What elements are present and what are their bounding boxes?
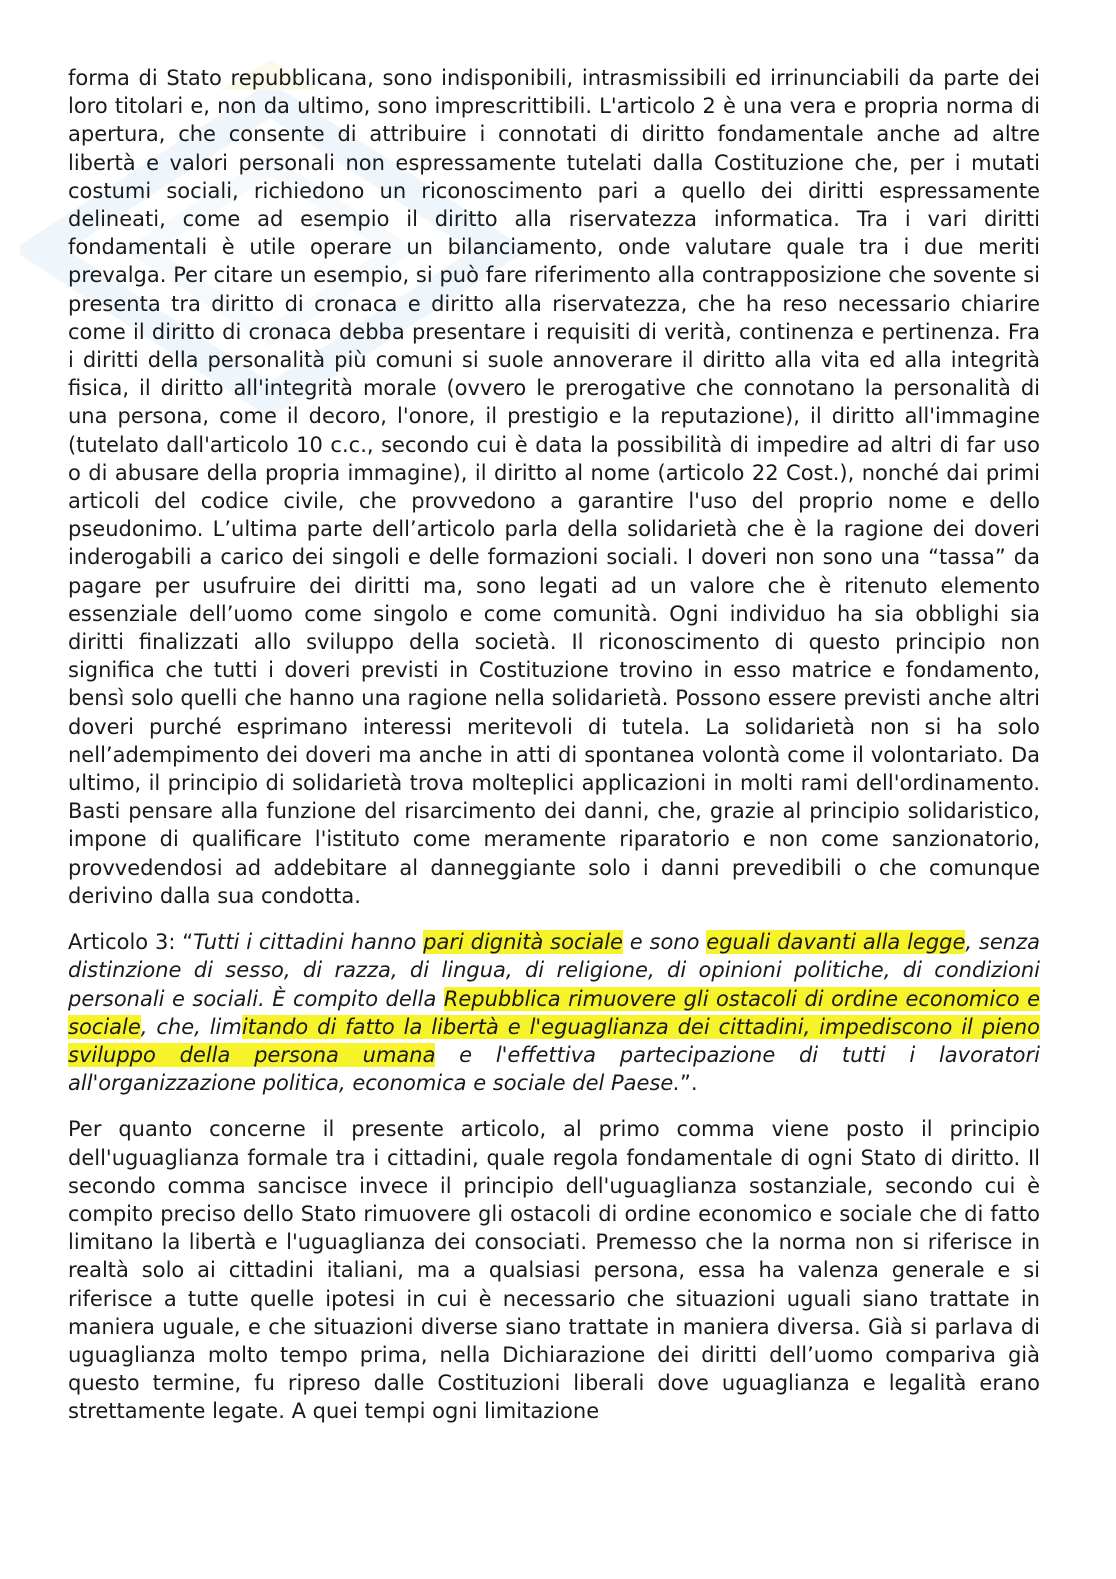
paragraph-article-3-quote — [68, 928, 1040, 1097]
highlight-pari-dignita: pari dignità sociale — [423, 930, 623, 955]
quote-segment: Tutti i cittadini hanno — [193, 930, 424, 955]
quote-segment: e l'effettiva partecipazione di tutti i lavoratori all'organizzazione politica, economica e sociale del Paese. — [68, 1042, 1040, 1096]
quote-segment: , senza distinzione di sesso, di razza, di lingua, di religione, di opinioni politiche, di condizioni personali e sociali. È compito della — [68, 930, 1040, 1011]
highlight-eguali-legge: eguali davanti alla legge — [706, 930, 966, 955]
highlight-rimuovere-ostacoli: Repubblica rimuovere gli ostacoli di ordine economico e sociale — [68, 986, 1040, 1039]
article-3-tail: ”. — [680, 1071, 698, 1096]
quote-segment: , che, lim — [140, 1014, 242, 1039]
paragraph-article-2-commentary: forma di Stato repubblicana, sono indisponibili, intrasmissibili ed irrinunciabili da parte dei loro titolari e, non da ultimo, sono imprescrittibili. L'articolo 2 è una vera e propria norma di apertura, che consente di attribuire i connotati di diritto fondamentale anche ad altre libertà e valori personali non espressamente tutelati dalla Costituzione che, per i mutati costumi sociali, richiedono un riconoscimento pari a quello dei diritti espressamente delineati, come ad esempio il diritto alla riservatezza informatica. Tra i vari diritti fondamentali è utile operare un bilanciamento, onde valutare quale tra i due meriti prevalga. Per citare un esempio, si può fare riferimento alla contrapposizione che sovente si presenta tra diritto di cronaca e diritto alla riservatezza, che ha reso necessario chiarire come il diritto di cronaca debba presentare i requisiti di verità, continenza e pertinenza. Fra i diritti della personalità più comuni si suole annoverare il diritto alla vita ed alla integrità fisica, il diritto all'integrità morale (ovvero le prerogative che connotano la personalità di una persona, come il decoro, l'onore, il prestigio e la reputazione), il diritto all'immagine (tutelato dall'articolo 10 c.c., secondo cui è data la possibilità di impedire ad altri di far uso o di abusare della propria immagine), il diritto al nome (articolo 22 Cost.), nonché dai primi articoli del codice civile, che provvedono a garantire l'uso del proprio nome e dello pseudonimo. L’ultima parte dell’articolo parla della solidarietà che è la ragione dei doveri inderogabili a carico dei singoli e delle formazioni sociali. I doveri non sono una “tassa” da pagare per usufruire dei diritti ma, sono legati ad un valore che è ritenuto elemento essenziale dell’uomo come singolo e come comunità. Ogni individuo ha sia obblighi sia diritti finalizzati allo sviluppo della società. Il riconoscimento di questo principio non significa che tutti i doveri previsti in Costituzione trovino in esso matrice e fondamento, bensì solo quelli che hanno una ragione nella solidarietà. Possono essere previsti anche altri doveri purché esprimano interessi meritevoli di tutela. La solidarietà non si ha solo nell’adempimento dei doveri ma anche in atti di spontanea volontà come il volontariato. Da ultimo, il principio di solidarietà trova molteplici applicazioni in molti rami dell'ordinamento. Basti pensare alla funzione del risarcimento dei danni, che, grazie al principio solidaristico, impone di qualificare l'istituto come meramente riparatorio e non come sanzionatorio, provvedendosi ad addebitare al danneggiante solo i danni prevedibili o che comunque derivino dalla sua condotta. — [68, 66, 1040, 908]
article-3-text — [68, 930, 1040, 1095]
paragraph-article-3-commentary: Per quanto concerne il presente articolo, al primo comma viene posto il principio dell'uguaglianza formale tra i cittadini, quale regola fondamentale di ogni Stato di diritto. Il secondo comma sancisce invece il principio dell'uguaglianza sostanziale, secondo cui è compito preciso dello Stato rimuovere gli ostacoli di ordine economico e sociale che di fatto limitano la libertà e l'uguaglianza dei consociati. Premesso che la norma non si riferisce in realtà solo ai cittadini italiani, ma a qualsiasi persona, essa ha valenza generale e si riferisce a tutte quelle ipotesi in cui è necessario che situazioni uguali siano trattate in maniera uguale, e che situazioni diverse siano trattate in maniera diversa. Già si parlava di uguaglianza molto tempo prima, nella Dichiarazione dei diritti dell’uomo compariva già questo termine, fu ripreso dalle Costituzioni liberali dove uguaglianza e legalità erano strettamente legate. A quei tempi ogni limitazione — [68, 1117, 1040, 1424]
document-body — [68, 64, 1040, 1426]
article-3-lead: Articolo 3: “ — [68, 930, 194, 955]
quote-segment: e sono — [622, 930, 707, 955]
highlight-limitando-liberta: itando di fatto la libertà e l'eguaglianza dei cittadini, impediscono il pieno sviluppo della persona umana — [68, 1014, 1041, 1067]
